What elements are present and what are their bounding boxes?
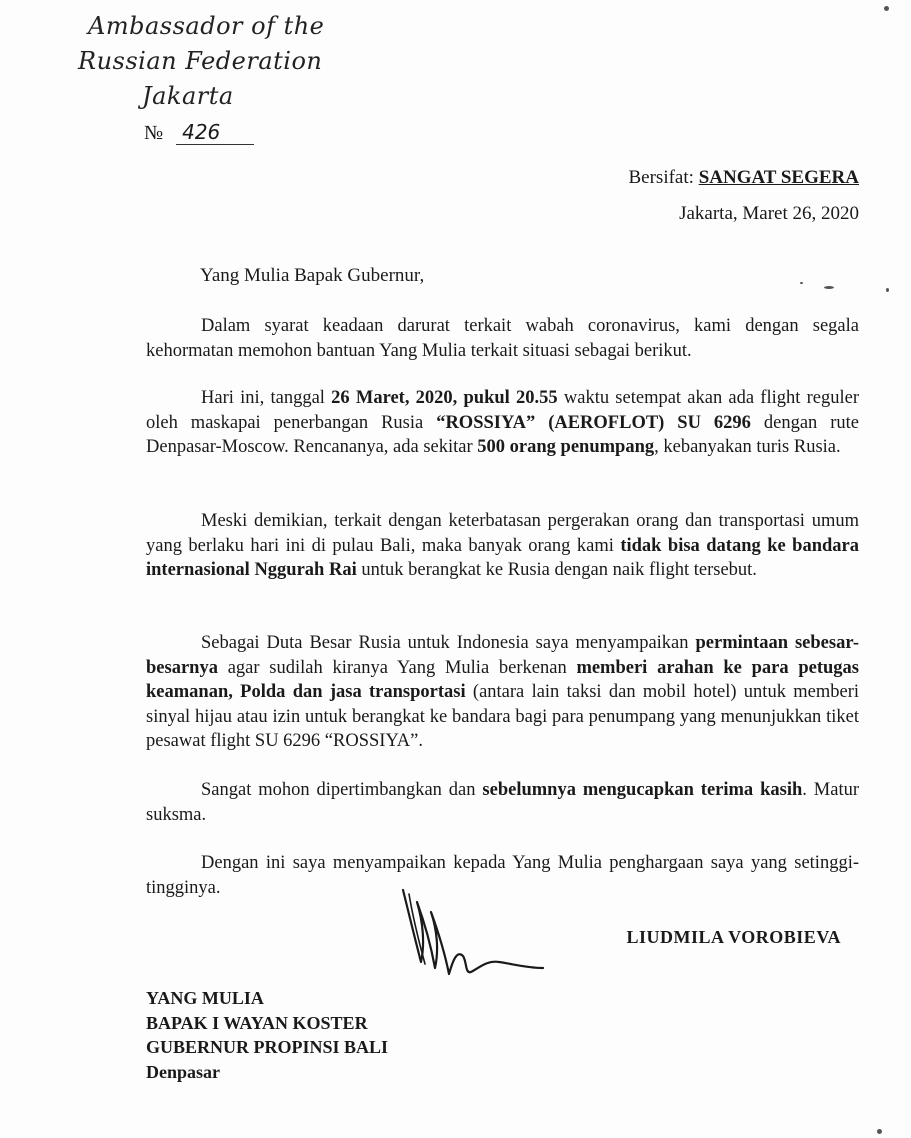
recipient-block	[146, 986, 388, 1084]
p4-bold-1: permintaan sebesar-besarnya	[146, 633, 859, 678]
paragraph-1: Dalam syarat keadaan darurat terkait wabah coronavirus, kami dengan segala kehormatan memohon bantuan Yang Mulia terkait situasi sebagai berikut.	[146, 316, 859, 361]
reference-number	[144, 120, 254, 145]
p3-text-1: Meski demikian, terkait dengan keterbatasan pergerakan orang dan transportasi umum yang berlaku hari ini di pulau Bali, maka banyak orang kami	[146, 511, 859, 556]
paragraph-6: Dengan ini saya menyampaikan kepada Yang Mulia penghargaan saya yang setinggi-tingginya.	[146, 853, 859, 898]
p2-text-4: , kebanyakan turis Rusia.	[654, 437, 841, 458]
letterhead-line-3: Jakarta	[142, 82, 234, 110]
date-line: Jakarta, Maret 26, 2020	[679, 203, 859, 224]
p3-bold-1: tidak bisa datang ke bandara internasional Nggurah Rai	[146, 535, 859, 581]
p5-text-2: . Matur suksma.	[146, 780, 859, 825]
letterhead-line-1: Ambassador of the	[88, 12, 325, 40]
p5-bold-1: sebelumnya mengucapkan terima kasih	[482, 780, 803, 800]
scan-speck	[800, 282, 803, 284]
p2-text-1: Hari ini, tanggal	[201, 388, 332, 408]
signature-image	[395, 884, 555, 994]
scan-speck	[877, 1129, 882, 1134]
p2-text-2: waktu setempat akan ada flight reguler oleh maskapai penerbangan Rusia	[146, 388, 859, 433]
signatory-name: LIUDMILA VOROBIEVA	[626, 927, 841, 947]
recipient-line-1: YANG MULIA	[146, 988, 264, 1008]
paragraph-4	[146, 631, 859, 754]
p3-text-2: untuk berangkat ke Rusia dengan naik flight tersebut.	[356, 560, 757, 581]
classification-line	[629, 167, 860, 189]
p4-text-1: Sebagai Duta Besar Rusia untuk Indonesia saya menyampaikan	[201, 633, 696, 653]
p2-text-3: dengan rute Denpasar-Moscow. Rencananya, ada sekitar	[146, 412, 860, 458]
paragraph-5	[146, 778, 859, 827]
recipient-line-3: GUBERNUR PROPINSI BALI	[146, 1037, 389, 1057]
p2-bold-2: “ROSSIYA” (AEROFLOT) SU 6296	[436, 412, 751, 433]
p4-text-3: (antara lain taksi dan mobil hotel) untuk memberi sinyal hijau atau izin untuk berangkat ke bandara bagi para penumpang yang menunjukkan tiket pesawat flight SU 6296 “ROSSIYA”.	[146, 682, 859, 752]
recipient-line-2: BAPAK I WAYAN KOSTER	[146, 1012, 368, 1033]
scan-speck	[886, 288, 889, 292]
scan-speck	[824, 286, 834, 289]
number-symbol: №	[144, 122, 164, 144]
p5-text-1: Sangat mohon dipertimbangkan dan	[201, 780, 483, 800]
paragraph-3	[146, 509, 859, 583]
salutation: Yang Mulia Bapak Gubernur,	[200, 265, 425, 286]
scan-speck	[884, 6, 889, 11]
classification-label: Bersifat:	[628, 167, 694, 188]
classification-value: SANGAT SEGERA	[698, 167, 859, 188]
p4-text-2: agar sudilah kiranya Yang Mulia berkenan	[217, 657, 577, 678]
letterhead-line-2: Russian Federation	[78, 47, 323, 75]
p2-bold-3: 500 orang penumpang	[477, 437, 655, 458]
p4-bold-2: memberi arahan ke para petugas keamanan, Polda dan jasa transportasi	[146, 657, 859, 703]
p2-bold-1: 26 Maret, 2020, pukul 20.55	[331, 388, 558, 408]
paragraph-2	[146, 386, 859, 460]
recipient-line-4: Denpasar	[146, 1061, 221, 1082]
number-value: 426	[176, 120, 254, 145]
